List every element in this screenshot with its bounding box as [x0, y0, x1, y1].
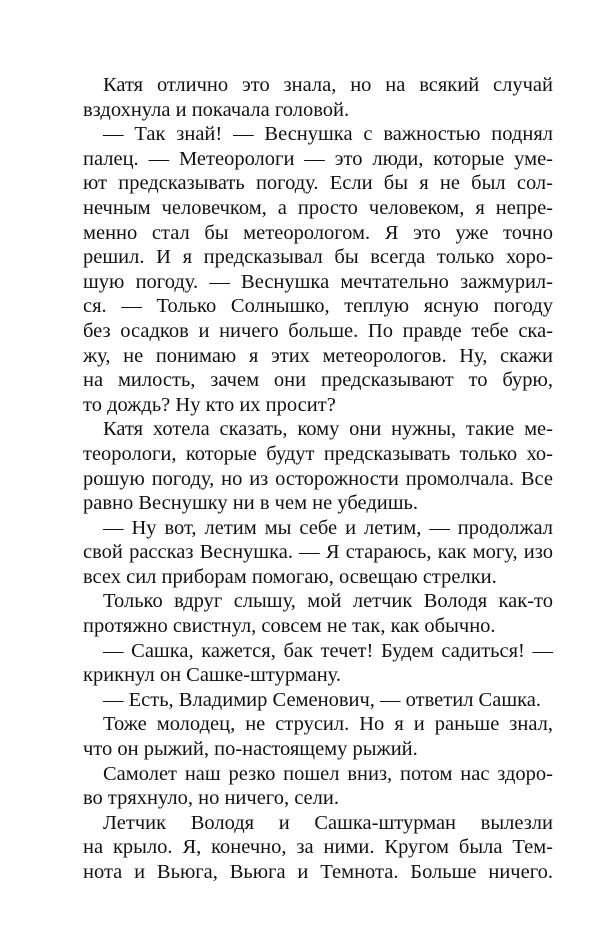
text-line: крикнул он Сашке-штурману.	[83, 664, 341, 687]
text-line: вздохнула и покачала головой.	[83, 98, 350, 121]
text-line: жу, не понимаю я этих метеорологов. Ну, скажи	[83, 344, 553, 367]
text-line: шую погоду. — Веснушка мечтательно зажмурил-	[83, 270, 553, 293]
text-line: Катя хотела сказать, кому они нужны, такие ме-	[103, 418, 553, 441]
text-line: что он рыжий, по-настоящему рыжий.	[83, 738, 418, 761]
text-line: во тряхнуло, но ничего, сели.	[83, 787, 339, 810]
paragraph	[63, 712, 553, 761]
text-line: всех сил приборам помогаю, освещаю стрелки.	[83, 565, 497, 588]
text-line: протяжно свистнул, совсем не так, как обычно.	[83, 615, 496, 638]
text-line: ся. — Только Солнышко, теплую ясную погоду	[83, 295, 553, 318]
text-line: Катя отлично это знала, но на всякий случай	[103, 74, 553, 96]
page-text	[63, 73, 553, 885]
text-line: без осадков и ничего больше. По правде тебе ска-	[83, 319, 553, 342]
paragraph	[63, 688, 553, 713]
text-line: рошую погоду, но из осторожности промолчала. Все	[83, 467, 553, 490]
paragraph	[63, 417, 553, 515]
paragraph	[63, 639, 553, 688]
text-line: — Сашка, кажется, бак течет! Будем садиться! —	[103, 639, 553, 662]
paragraph	[63, 73, 553, 122]
text-line: — Так знай! — Веснушка с важностью поднял	[103, 123, 553, 146]
text-line: Самолет наш резко пошел вниз, потом нас здоро-	[103, 762, 553, 785]
text-line: свой рассказ Веснушка. — Я стараюсь, как могу, изо	[83, 541, 553, 564]
text-line: равно Веснушку ни в чем не убедишь.	[83, 492, 419, 515]
paragraph	[63, 589, 553, 638]
text-line: нота и Вьюга, Вьюга и Темнота. Больше ничего.	[83, 861, 553, 883]
text-line: на милость, зачем они предсказывают то бурю,	[83, 369, 553, 392]
paragraph	[63, 811, 553, 885]
paragraph	[63, 762, 553, 811]
text-line: на крыло. Я, конечно, за ними. Кругом была Тем-	[83, 836, 553, 859]
text-line: менно стал бы метеорологом. Я это уже точно	[83, 221, 553, 244]
text-line: — Есть, Владимир Семенович, — ответил Сашка.	[103, 688, 541, 711]
text-line: Тоже молодец, не струсил. Но я и раньше знал,	[103, 713, 553, 736]
paragraph	[63, 122, 553, 417]
text-line: палец. — Метеорологи — это люди, которые уме-	[83, 147, 553, 170]
paragraph	[63, 516, 553, 590]
text-line: нечным человечком, а просто человеком, я непре-	[83, 196, 553, 219]
text-line: — Ну вот, летим мы себе и летим, — продолжал	[103, 516, 553, 539]
text-line: ют предсказывать погоду. Если бы я не был сол-	[83, 172, 553, 195]
text-line: теорологи, которые будут предсказывать только хо-	[83, 442, 553, 465]
text-line: Только вдруг слышу, мой летчик Володя как-то	[103, 590, 553, 613]
text-line: Летчик Володя и Сашка-штурман вылезли	[103, 811, 553, 834]
text-line: решил. И я предсказывал бы всегда только хоро-	[83, 246, 553, 269]
text-line: то дождь? Ну кто их просит?	[83, 393, 336, 416]
